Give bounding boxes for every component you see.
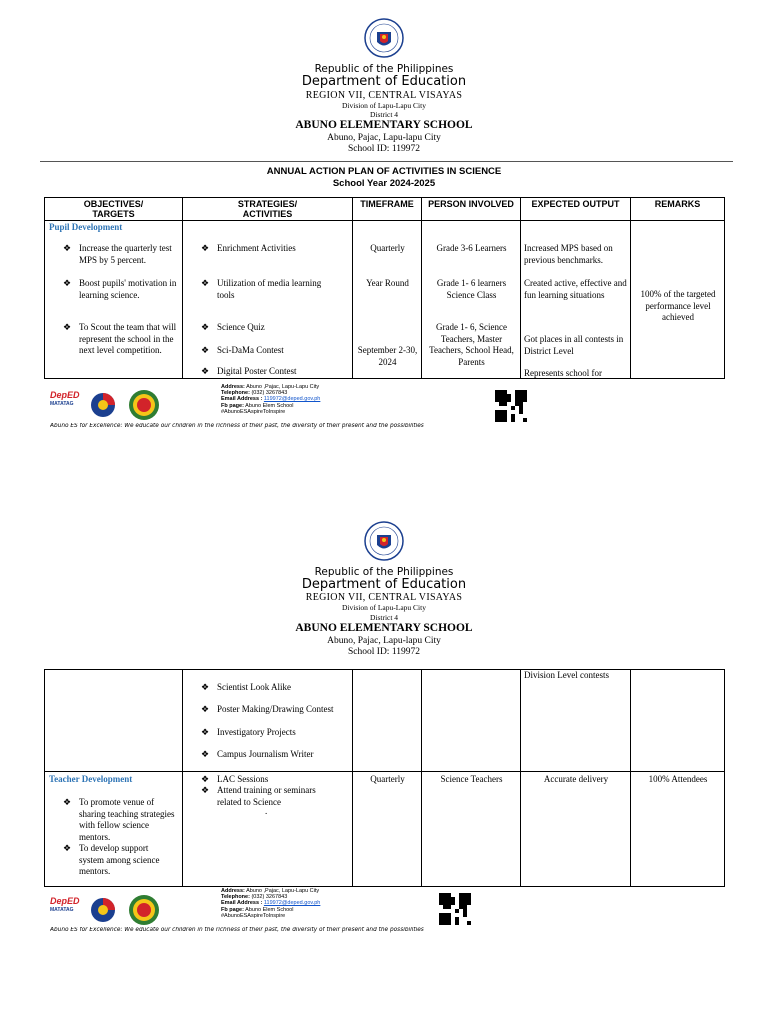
footer-email-link[interactable]: 119972@deped.gov.ph (263, 396, 321, 403)
bullet-icon: ❖ (201, 682, 210, 692)
region-text: REGION VII, CENTRAL VISAYAS (305, 90, 463, 101)
col-header-output: EXPECTED OUTPUT (521, 198, 631, 221)
bullet-icon: ❖ (201, 785, 210, 795)
footer-email-link[interactable]: 119972@deped.gov.ph (263, 900, 321, 907)
objectives-cell (45, 670, 182, 771)
strategy-item: Investigatory Projects (217, 727, 296, 737)
col-header-person: PERSON INVOLVED (422, 198, 521, 221)
strategy-item: LAC Sessions (217, 774, 269, 784)
timeframe-item: September 2-30, 2024 (357, 345, 418, 367)
region-text: REGION VII, CENTRAL VISAYAS (305, 592, 463, 603)
bullet-icon: ❖ (63, 243, 72, 253)
bullet-icon: ❖ (63, 322, 72, 332)
remarks-item: 100% Attendees (648, 774, 708, 784)
bagong-pilipinas-logo (88, 390, 118, 420)
bullet-icon: ❖ (201, 345, 210, 355)
person-item: Science Teachers (440, 774, 503, 784)
district-text: District 4 (369, 613, 399, 622)
division-text: Division of Lapu-Lapu City (342, 603, 426, 612)
output-item: Got places in all contests in District Level (524, 334, 624, 356)
objective-item: To promote venue of sharing teaching strategies with fellow science mentors. (79, 797, 175, 842)
action-plan-table (44, 197, 725, 379)
remarks-cell (631, 221, 724, 378)
footer-hashtag: #AbunoESAspireToInspire (221, 408, 286, 415)
col-header-remarks: REMARKS (631, 198, 725, 221)
bagong-pilipinas-logo (88, 895, 118, 925)
bullet-icon: ❖ (201, 278, 210, 288)
bullet-icon: ❖ (201, 704, 210, 714)
footer-motto: Abuno ES for Excellence: We educate our children in the richness of their past, the diversity of their present and the possibilities (50, 927, 424, 933)
footer-fb: Abuno Elem School (245, 906, 294, 913)
bullet-icon: ❖ (63, 843, 72, 853)
timeframe-cell (353, 772, 421, 886)
timeframe-item: Quarterly (370, 774, 405, 784)
output-item: Increased MPS based on previous benchmarks. (524, 243, 613, 265)
bullet-icon: ❖ (201, 322, 210, 332)
footer-address: Abuno ,Pajac, Lapu-Lapu City (246, 888, 320, 894)
output-cell (521, 221, 630, 378)
strategy-item: Attend training or seminars related to Science (217, 785, 316, 807)
timeframe-cell (353, 670, 421, 771)
output-item: Created active, effective and fun learning situations (524, 278, 627, 300)
school-id: School ID: 119972 (348, 647, 420, 657)
division-text: Division of Lapu-Lapu City (342, 101, 426, 110)
bullet-icon: ❖ (63, 278, 72, 288)
remarks-item: 100% of the targeted performance level achieved (640, 289, 716, 322)
objective-item: To Scout the team that will represent the school in the next level competition. (79, 322, 177, 355)
district-text: District 4 (369, 110, 399, 119)
bullet-icon: ❖ (201, 727, 210, 737)
strategies-cell (183, 772, 352, 886)
school-logo (128, 894, 160, 926)
strategy-item: Enrichment Activities (217, 243, 296, 253)
bullet-icon: ❖ (201, 366, 210, 376)
bullet-icon: ❖ (201, 774, 210, 784)
strategy-item: Sci-DaMa Contest (217, 345, 284, 355)
footer-fb: Abuno Elem School (245, 402, 294, 409)
plan-title: ANNUAL ACTION PLAN OF ACTIVITIES IN SCIENCE (266, 166, 502, 177)
stray-dot: . (265, 806, 268, 816)
qr-code-icon[interactable] (495, 390, 527, 422)
strategy-item: Digital Poster Contest (217, 366, 297, 376)
strategy-item: Campus Journalism Writer (217, 749, 314, 759)
objectives-cell (45, 221, 182, 378)
strategy-item: Utilization of media learning tools (217, 278, 322, 300)
col-header-objectives: OBJECTIVES/ TARGETS (45, 198, 183, 221)
footer-telephone: (032) 3267843 (251, 390, 288, 397)
person-item: Grade 1- 6, Science Teachers, Master Teachers, School Head, Parents (429, 322, 514, 367)
school-address: Abuno, Pajac, Lapu-lapu City (327, 133, 441, 143)
deped-matatag-logo: DepED MATATAG (50, 896, 80, 913)
republic-text: Republic of the Philippines (314, 63, 454, 75)
footer-hashtag: #AbunoESAspireToInspire (221, 912, 286, 919)
school-year: School Year 2024-2025 (332, 178, 436, 189)
footer-motto: Abuno ES for Excellence: We educate our children in the richness of their past, the diversity of their present and the possibilities (50, 423, 424, 429)
output-item: Accurate delivery (543, 774, 609, 784)
strategy-item: Scientist Look Alike (217, 682, 291, 692)
timeframe-item: Year Round (366, 278, 409, 288)
bullet-icon: ❖ (63, 797, 72, 807)
strategies-cell (183, 221, 352, 378)
person-item: Grade 1- 6 learners Science Class (436, 278, 507, 300)
remarks-cell (631, 670, 724, 771)
school-id: School ID: 119972 (348, 144, 420, 154)
person-cell (422, 221, 520, 378)
remarks-cell (631, 772, 724, 886)
col-header-timeframe: TIMEFRAME (353, 198, 422, 221)
deped-seal-logo (364, 521, 404, 561)
person-item: Grade 3-6 Learners (436, 243, 507, 253)
objective-item: Increase the quarterly test MPS by 5 percent. (79, 243, 172, 265)
col-header-strategies: STRATEGIES/ ACTIVITIES (183, 198, 353, 221)
objectives-cell (45, 772, 182, 886)
deped-matatag-logo: DepED MATATAG (50, 390, 80, 407)
action-plan-table-continued (44, 669, 725, 887)
footer-contact: Address: Abuno ,Pajac, Lapu-Lapu City Telephone: (032) 3267843 Email Address : 119972@deped.gov.ph Fb page: Abuno Elem School #AbunoESAspireToInspire (221, 888, 421, 919)
republic-text: Republic of the Philippines (314, 566, 454, 578)
person-cell (422, 670, 520, 771)
output-item: Division Level contests (524, 670, 609, 680)
deped-seal-logo (364, 18, 404, 58)
output-cell (521, 772, 630, 886)
output-item: Represents school for (524, 368, 602, 378)
strategy-item: Science Quiz (217, 322, 265, 332)
objective-item: Boost pupils' motivation in learning science. (79, 278, 177, 300)
timeframe-item: Quarterly (370, 243, 405, 253)
department-text: Department of Education (301, 74, 467, 89)
footer-address: Abuno ,Pajac, Lapu-Lapu City (246, 384, 320, 390)
school-name: ABUNO ELEMENTARY SCHOOL (295, 622, 473, 634)
footer-contact: Address: Abuno ,Pajac, Lapu-Lapu City Telephone: (032) 3267843 Email Address : 119972@deped.gov.ph Fb page: Abuno Elem School #AbunoESAspireToInspire (221, 384, 421, 415)
section-pupil-development: Pupil Development (49, 222, 123, 232)
school-logo (128, 389, 160, 421)
department-text: Department of Education (301, 577, 467, 592)
output-cell (521, 670, 630, 771)
strategies-cell (183, 670, 352, 771)
header-divider (40, 161, 733, 162)
objective-item: To develop support system among science mentors. (79, 843, 160, 876)
bullet-icon: ❖ (201, 243, 210, 253)
qr-code-icon[interactable] (439, 893, 471, 925)
bullet-icon: ❖ (201, 749, 210, 759)
footer-telephone: (032) 3267843 (251, 894, 288, 901)
timeframe-cell (353, 221, 421, 378)
person-cell (422, 772, 520, 886)
strategy-item: Poster Making/Drawing Contest (217, 704, 334, 714)
school-name: ABUNO ELEMENTARY SCHOOL (295, 119, 473, 131)
section-teacher-development: Teacher Development (49, 774, 133, 784)
school-address: Abuno, Pajac, Lapu-lapu City (327, 636, 441, 646)
